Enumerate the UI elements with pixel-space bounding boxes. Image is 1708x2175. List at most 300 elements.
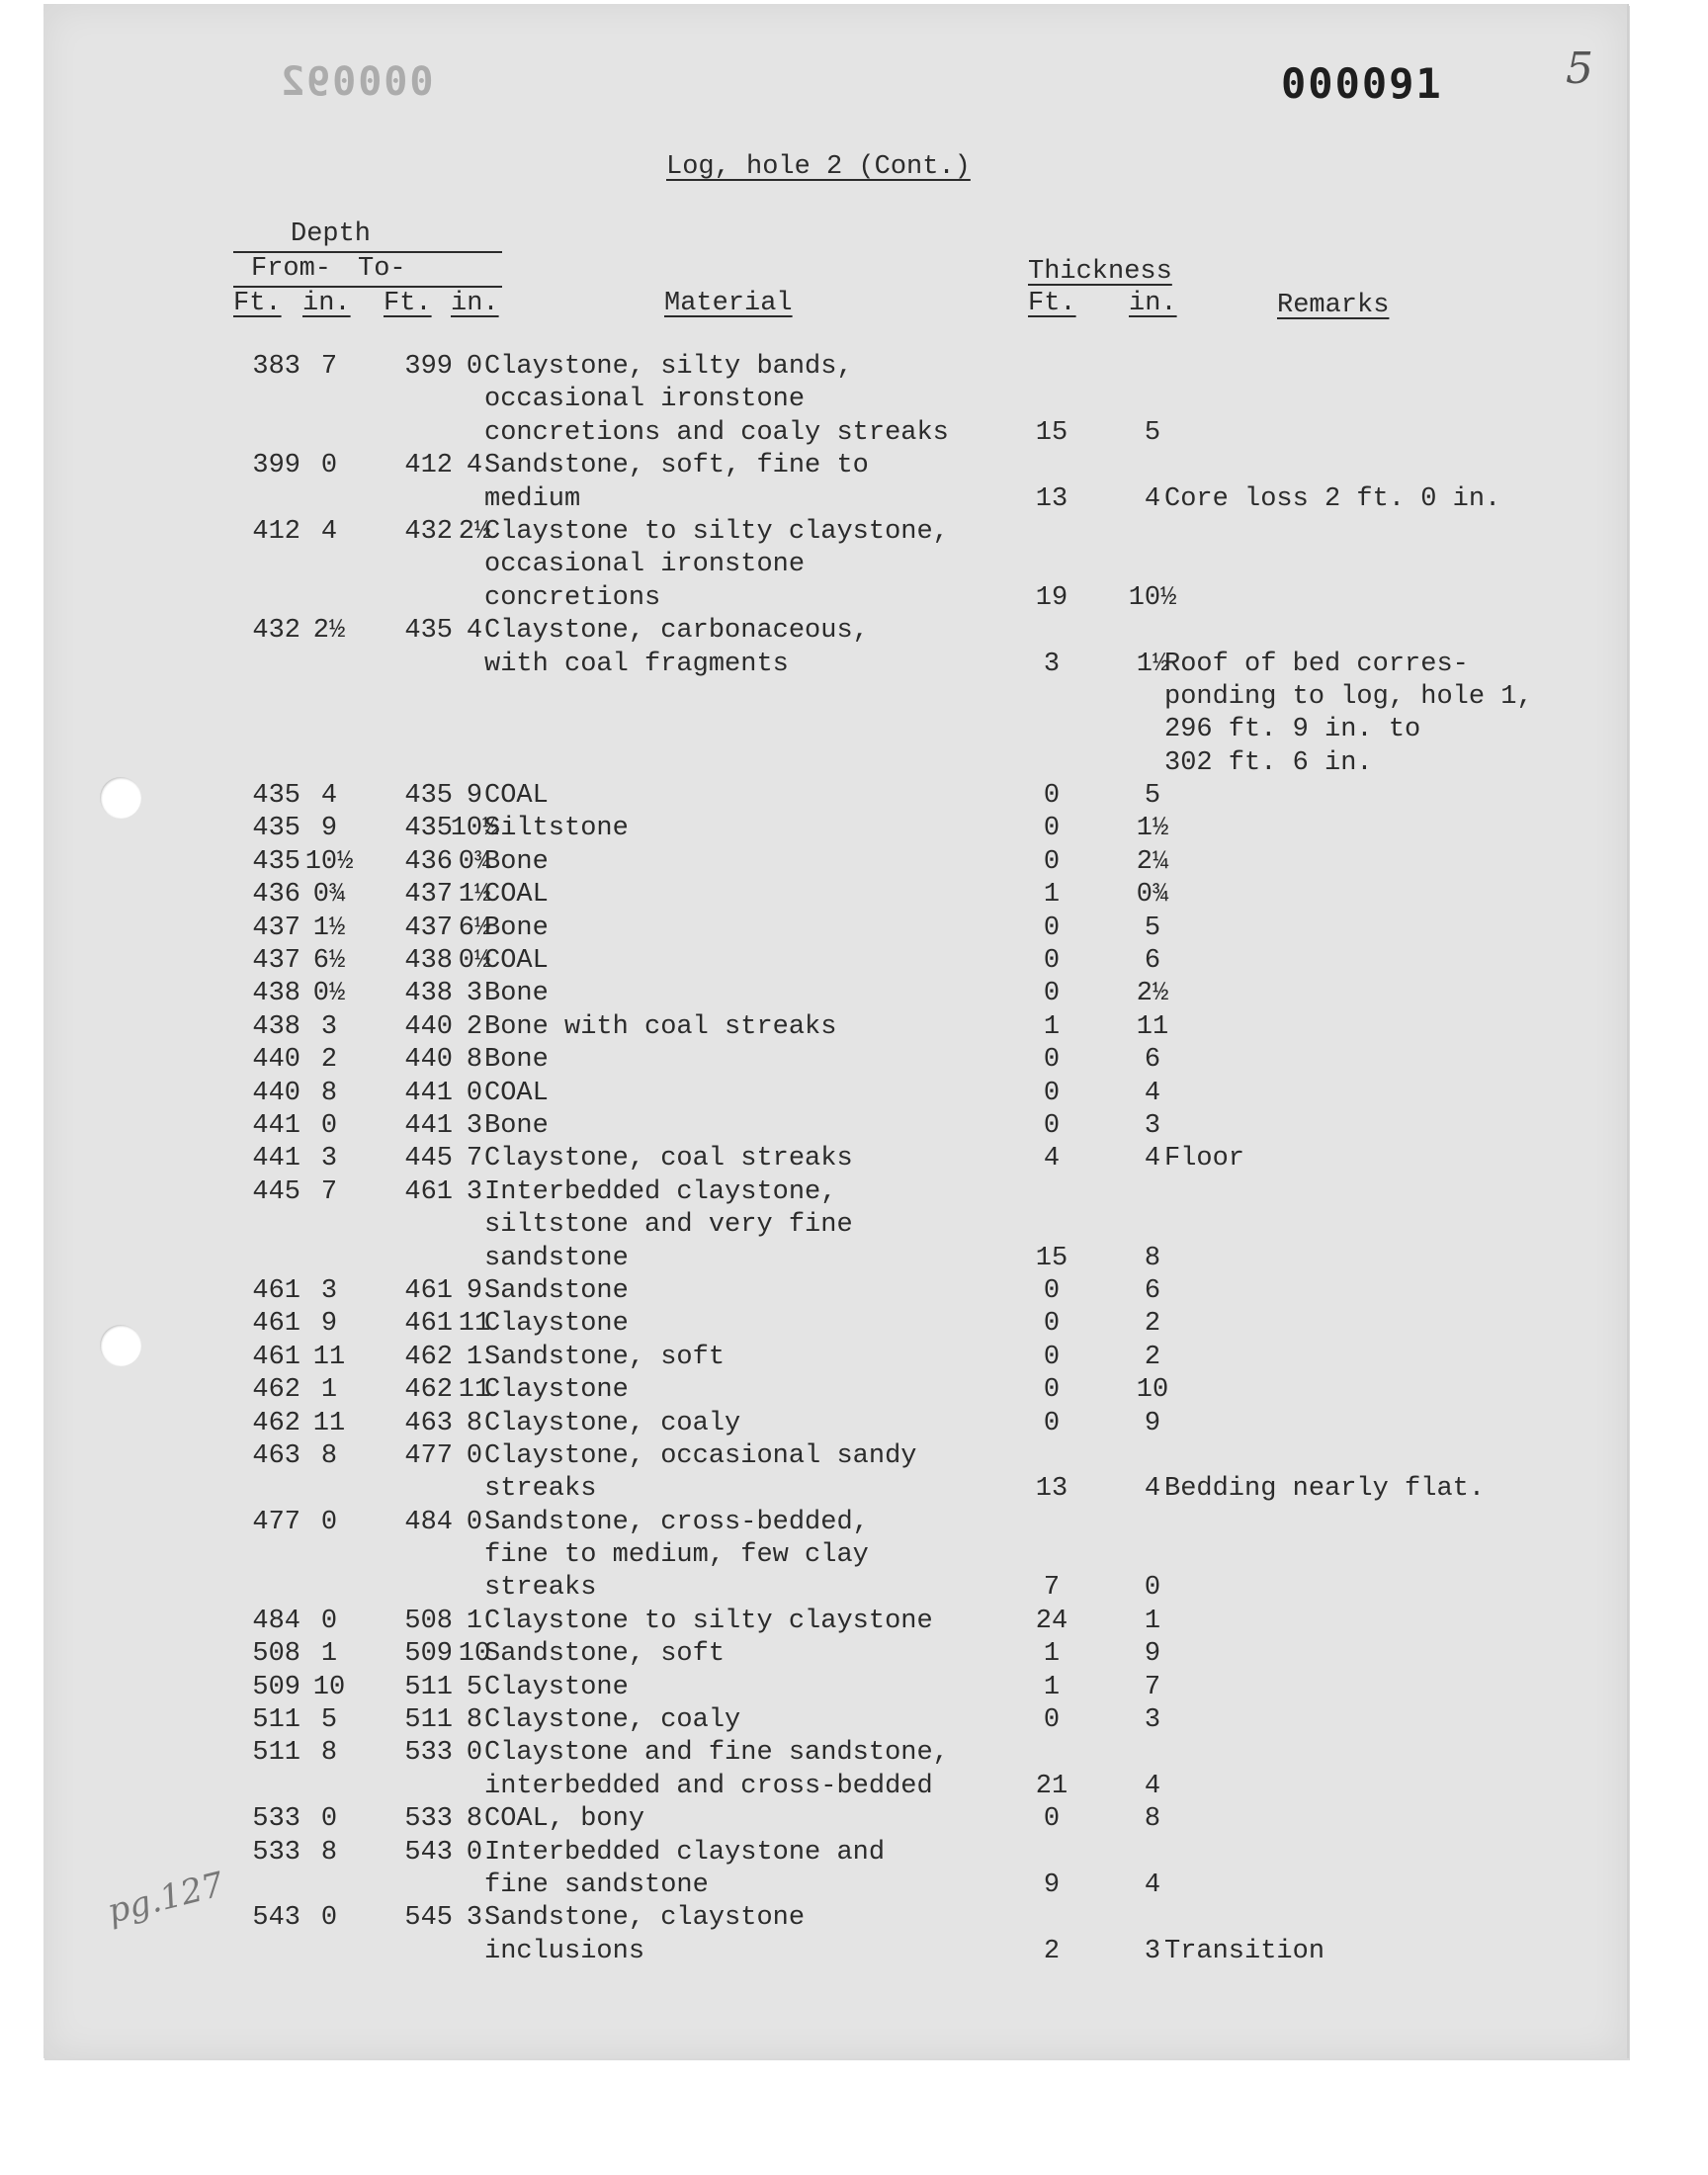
to-in-cell: 11 [458, 1309, 491, 1340]
from-in-cell: 9 [320, 814, 338, 844]
thickness-ft-cell: 0 [1043, 1408, 1061, 1438]
to-in-cell: 3 [466, 979, 483, 1009]
table-row [43, 1244, 1627, 1276]
header-material: Material [664, 289, 793, 318]
thickness-ft-cell: 1 [1043, 1011, 1061, 1042]
from-ft-cell: 437 [252, 946, 300, 977]
to-in-cell: 7 [466, 1144, 483, 1174]
remarks-cell: 302 ft. 6 in. [1164, 747, 1373, 778]
table-row [43, 1111, 1627, 1144]
material-cell: Bone [484, 913, 549, 943]
table-row [43, 1309, 1627, 1342]
thickness-ft-cell: 9 [1043, 1870, 1061, 1900]
from-ft-cell: 435 [252, 814, 300, 844]
thickness-in-cell: 10 [1136, 1375, 1169, 1406]
material-cell: Sandstone, soft [484, 1639, 726, 1670]
from-ft-cell: 461 [252, 1309, 300, 1340]
thickness-in-cell: 1 [1144, 1606, 1161, 1636]
to-in-cell: 5 [466, 1672, 483, 1702]
thickness-in-cell: 2¼ [1136, 846, 1169, 877]
material-cell: Claystone to silty claystone, [484, 516, 949, 547]
thickness-ft-cell: 19 [1035, 582, 1068, 613]
thickness-ft-cell: 15 [1035, 1243, 1068, 1273]
from-ft-cell: 437 [252, 913, 300, 943]
from-ft-cell: 438 [252, 1011, 300, 1042]
table-row [43, 484, 1627, 517]
to-in-cell: 1 [466, 1606, 483, 1636]
thickness-in-cell: 1½ [1136, 649, 1169, 679]
from-ft-cell: 441 [252, 1144, 300, 1174]
table-row [43, 1079, 1627, 1111]
to-ft-cell: 545 [404, 1903, 453, 1934]
thickness-in-cell: 4 [1144, 1144, 1161, 1174]
thickness-in-cell: 3 [1144, 1705, 1161, 1736]
thickness-in-cell: 11 [1136, 1011, 1169, 1042]
thickness-in-cell: 4 [1144, 1078, 1161, 1108]
log-table [43, 352, 1627, 1969]
to-ft-cell: 435 [404, 814, 453, 844]
header-from-ft: Ft. [233, 289, 282, 318]
table-row [43, 946, 1627, 979]
thickness-ft-cell: 0 [1043, 1309, 1061, 1340]
header-rule [233, 286, 502, 288]
from-in-cell: 0½ [312, 979, 346, 1009]
to-in-cell: 0 [466, 1440, 483, 1471]
header-to-in: in. [451, 289, 499, 318]
table-row [43, 550, 1627, 582]
thickness-in-cell: 10½ [1128, 582, 1177, 613]
to-in-cell: 8 [466, 1804, 483, 1835]
material-cell: siltstone and very fine [484, 1210, 853, 1241]
thickness-ft-cell: 0 [1043, 979, 1061, 1009]
from-ft-cell: 412 [252, 516, 300, 547]
thickness-ft-cell: 13 [1035, 1474, 1068, 1505]
remarks-cell: Transition [1164, 1936, 1325, 1966]
table-row [43, 385, 1627, 417]
thickness-ft-cell: 4 [1043, 1144, 1061, 1174]
header-thickness: Thickness [1028, 257, 1172, 287]
to-in-cell: 0 [466, 1738, 483, 1769]
header-from-in: in. [302, 289, 351, 318]
remarks-cell: Bedding nearly flat. [1164, 1474, 1486, 1505]
table-row [43, 1276, 1627, 1309]
thickness-in-cell: 9 [1144, 1408, 1161, 1438]
to-in-cell: 0½ [458, 946, 491, 977]
thickness-in-cell: 6 [1144, 1045, 1161, 1076]
material-cell: Claystone [484, 1672, 629, 1702]
to-in-cell: 9 [466, 1275, 483, 1306]
to-in-cell: 11 [458, 1375, 491, 1406]
table-row [43, 418, 1627, 451]
to-in-cell: 1 [466, 1342, 483, 1372]
material-cell: Claystone, silty bands, [484, 352, 853, 382]
from-in-cell: 11 [312, 1408, 346, 1438]
material-cell: Sandstone, claystone [484, 1903, 806, 1934]
thickness-ft-cell: 1 [1043, 880, 1061, 911]
table-row [43, 1210, 1627, 1243]
material-cell: Bone [484, 1045, 549, 1076]
material-cell: with coal fragments [484, 649, 789, 679]
thickness-in-cell: 5 [1144, 781, 1161, 812]
from-in-cell: 3 [320, 1275, 338, 1306]
header-depth: Depth [291, 219, 372, 249]
from-in-cell: 8 [320, 1440, 338, 1471]
to-ft-cell: 438 [404, 979, 453, 1009]
from-ft-cell: 435 [252, 846, 300, 877]
to-in-cell: 3 [466, 1176, 483, 1207]
to-ft-cell: 441 [404, 1078, 453, 1108]
to-in-cell: 8 [466, 1408, 483, 1438]
table-row [43, 1409, 1627, 1441]
to-in-cell: 10½ [450, 814, 499, 844]
from-ft-cell: 462 [252, 1408, 300, 1438]
thickness-ft-cell: 0 [1043, 1342, 1061, 1372]
to-ft-cell: 543 [404, 1837, 453, 1868]
from-ft-cell: 462 [252, 1375, 300, 1406]
from-ft-cell: 445 [252, 1176, 300, 1207]
remarks-cell: Floor [1164, 1144, 1245, 1174]
from-ft-cell: 432 [252, 616, 300, 647]
table-row [43, 1441, 1627, 1474]
material-cell: COAL, bony [484, 1804, 645, 1835]
table-row [43, 1804, 1627, 1837]
from-ft-cell: 436 [252, 880, 300, 911]
to-in-cell: 2½ [458, 516, 491, 547]
from-in-cell: 3 [320, 1011, 338, 1042]
from-in-cell: 0 [320, 451, 338, 481]
from-in-cell: 7 [320, 1176, 338, 1207]
from-ft-cell: 438 [252, 979, 300, 1009]
thickness-in-cell: 3 [1144, 1936, 1161, 1966]
material-cell: COAL [484, 781, 549, 812]
table-row [43, 748, 1627, 781]
table-row [43, 814, 1627, 846]
thickness-in-cell: 6 [1144, 946, 1161, 977]
header-thickness-ft: Ft. [1028, 289, 1076, 318]
to-in-cell: 0 [466, 1078, 483, 1108]
material-cell: Sandstone [484, 1275, 629, 1306]
to-in-cell: 2 [466, 1011, 483, 1042]
to-ft-cell: 461 [404, 1309, 453, 1340]
from-ft-cell: 383 [252, 352, 300, 382]
thickness-in-cell: 4 [1144, 1771, 1161, 1801]
table-row [43, 847, 1627, 880]
from-in-cell: 8 [320, 1738, 338, 1769]
page-number-mark: 5 [1566, 44, 1593, 94]
from-in-cell: 9 [320, 1309, 338, 1340]
from-in-cell: 4 [320, 781, 338, 812]
thickness-in-cell: 5 [1144, 913, 1161, 943]
to-in-cell: 9 [466, 781, 483, 812]
thickness-in-cell: 3 [1144, 1110, 1161, 1141]
material-cell: Interbedded claystone and [484, 1837, 886, 1868]
from-ft-cell: 509 [252, 1672, 300, 1702]
table-row [43, 1474, 1627, 1507]
thickness-ft-cell: 24 [1035, 1606, 1068, 1636]
thickness-ft-cell: 0 [1043, 946, 1061, 977]
material-cell: Bone [484, 846, 549, 877]
table-row [43, 914, 1627, 946]
from-in-cell: 4 [320, 516, 338, 547]
table-row [43, 1903, 1627, 1936]
thickness-ft-cell: 0 [1043, 1705, 1061, 1736]
thickness-ft-cell: 1 [1043, 1672, 1061, 1702]
table-row [43, 616, 1627, 649]
table-row [43, 1540, 1627, 1573]
material-cell: Sandstone, soft [484, 1342, 726, 1372]
to-ft-cell: 511 [404, 1705, 453, 1736]
thickness-ft-cell: 0 [1043, 913, 1061, 943]
to-in-cell: 10 [458, 1639, 491, 1670]
to-ft-cell: 533 [404, 1804, 453, 1835]
from-in-cell: 7 [320, 352, 338, 382]
material-cell: concretions [484, 582, 661, 613]
table-row [43, 1012, 1627, 1045]
header-thickness-in: in. [1129, 289, 1177, 318]
to-ft-cell: 437 [404, 880, 453, 911]
thickness-ft-cell: 0 [1043, 1110, 1061, 1141]
thickness-ft-cell: 0 [1043, 1804, 1061, 1835]
material-cell: inclusions [484, 1936, 645, 1966]
thickness-ft-cell: 0 [1043, 814, 1061, 844]
to-ft-cell: 432 [404, 516, 453, 547]
stamp-number-faded: 000092 [279, 59, 434, 105]
to-ft-cell: 412 [404, 451, 453, 481]
to-in-cell: 0 [466, 1507, 483, 1537]
from-in-cell: 3 [320, 1144, 338, 1174]
material-cell: interbedded and cross-bedded [484, 1771, 933, 1801]
to-ft-cell: 533 [404, 1738, 453, 1769]
from-ft-cell: 441 [252, 1110, 300, 1141]
to-ft-cell: 511 [404, 1672, 453, 1702]
from-in-cell: 8 [320, 1837, 338, 1868]
thickness-ft-cell: 13 [1035, 483, 1068, 514]
to-ft-cell: 462 [404, 1375, 453, 1406]
from-ft-cell: 508 [252, 1639, 300, 1670]
material-cell: Bone with coal streaks [484, 1011, 837, 1042]
material-cell: streaks [484, 1573, 597, 1604]
to-ft-cell: 463 [404, 1408, 453, 1438]
thickness-ft-cell: 0 [1043, 1045, 1061, 1076]
to-in-cell: 8 [466, 1705, 483, 1736]
from-ft-cell: 511 [252, 1705, 300, 1736]
material-cell: occasional ironstone [484, 550, 806, 580]
material-cell: Bone [484, 1110, 549, 1141]
remarks-cell: Roof of bed corres- [1164, 649, 1469, 679]
handwritten-margin-note: pg.127 [103, 1865, 228, 1932]
material-cell: Claystone, carbonaceous, [484, 616, 869, 647]
to-in-cell: 6½ [458, 913, 491, 943]
table-row [43, 1738, 1627, 1771]
to-in-cell: 4 [466, 451, 483, 481]
material-cell: COAL [484, 946, 549, 977]
to-ft-cell: 435 [404, 616, 453, 647]
table-row [43, 1508, 1627, 1540]
table-row [43, 682, 1627, 715]
table-row [43, 1045, 1627, 1078]
thickness-ft-cell: 21 [1035, 1771, 1068, 1801]
material-cell: streaks [484, 1474, 597, 1505]
material-cell: Siltstone [484, 814, 629, 844]
remarks-cell: 296 ft. 9 in. to [1164, 715, 1421, 745]
to-in-cell: 0 [466, 352, 483, 382]
thickness-in-cell: 0 [1144, 1573, 1161, 1604]
material-cell: occasional ironstone [484, 385, 806, 415]
material-cell: Claystone, coaly [484, 1408, 741, 1438]
table-row [43, 650, 1627, 682]
from-in-cell: 0 [320, 1507, 338, 1537]
material-cell: Sandstone, cross-bedded, [484, 1507, 869, 1537]
table-row [43, 1673, 1627, 1705]
from-in-cell: 0 [320, 1110, 338, 1141]
to-ft-cell: 438 [404, 946, 453, 977]
table-row [43, 781, 1627, 814]
from-ft-cell: 484 [252, 1606, 300, 1636]
table-row [43, 1177, 1627, 1210]
material-cell: sandstone [484, 1243, 629, 1273]
to-in-cell: 3 [466, 1110, 483, 1141]
thickness-ft-cell: 1 [1043, 1639, 1061, 1670]
table-row [43, 979, 1627, 1011]
material-cell: Interbedded claystone, [484, 1176, 837, 1207]
from-ft-cell: 461 [252, 1275, 300, 1306]
thickness-ft-cell: 0 [1043, 1275, 1061, 1306]
thickness-ft-cell: 15 [1035, 417, 1068, 448]
thickness-in-cell: 8 [1144, 1243, 1161, 1273]
document-page [43, 4, 1629, 2058]
to-in-cell: 8 [466, 1045, 483, 1076]
material-cell: Claystone, coal streaks [484, 1144, 853, 1174]
table-row [43, 517, 1627, 550]
thickness-in-cell: 5 [1144, 417, 1161, 448]
to-ft-cell: 445 [404, 1144, 453, 1174]
table-row [43, 1639, 1627, 1672]
to-ft-cell: 437 [404, 913, 453, 943]
thickness-in-cell: 7 [1144, 1672, 1161, 1702]
table-row [43, 1870, 1627, 1903]
from-in-cell: 5 [320, 1705, 338, 1736]
from-in-cell: 1½ [312, 913, 346, 943]
thickness-ft-cell: 0 [1043, 1375, 1061, 1406]
thickness-in-cell: 0¾ [1136, 880, 1169, 911]
material-cell: COAL [484, 1078, 549, 1108]
thickness-ft-cell: 0 [1043, 1078, 1061, 1108]
thickness-in-cell: 2 [1144, 1342, 1161, 1372]
page-title: Log, hole 2 (Cont.) [666, 152, 971, 182]
table-row [43, 352, 1627, 385]
thickness-ft-cell: 7 [1043, 1573, 1061, 1604]
material-cell: COAL [484, 880, 549, 911]
to-ft-cell: 462 [404, 1342, 453, 1372]
thickness-in-cell: 8 [1144, 1804, 1161, 1835]
material-cell: Sandstone, soft, fine to [484, 451, 869, 481]
remarks-cell: Core loss 2 ft. 0 in. [1164, 483, 1501, 514]
from-ft-cell: 461 [252, 1342, 300, 1372]
to-ft-cell: 461 [404, 1176, 453, 1207]
from-in-cell: 6½ [312, 946, 346, 977]
to-in-cell: 1½ [458, 880, 491, 911]
thickness-in-cell: 6 [1144, 1275, 1161, 1306]
thickness-in-cell: 4 [1144, 483, 1161, 514]
to-ft-cell: 484 [404, 1507, 453, 1537]
material-cell: concretions and coaly streaks [484, 417, 949, 448]
table-row [43, 1375, 1627, 1408]
to-in-cell: 0¾ [458, 846, 491, 877]
header-to-ft: Ft. [384, 289, 432, 318]
thickness-in-cell: 4 [1144, 1474, 1161, 1505]
table-row [43, 1705, 1627, 1738]
to-in-cell: 3 [466, 1903, 483, 1934]
table-row [43, 451, 1627, 483]
thickness-ft-cell: 2 [1043, 1936, 1061, 1966]
to-ft-cell: 509 [404, 1639, 453, 1670]
thickness-in-cell: 9 [1144, 1639, 1161, 1670]
header-to: To- [358, 254, 406, 284]
material-cell: Claystone, coaly [484, 1705, 741, 1736]
material-cell: medium [484, 483, 581, 514]
from-in-cell: 2 [320, 1045, 338, 1076]
table-row [43, 1838, 1627, 1870]
material-cell: Bone [484, 979, 549, 1009]
table-row [43, 880, 1627, 913]
to-ft-cell: 436 [404, 846, 453, 877]
material-cell: Claystone [484, 1309, 629, 1340]
to-in-cell: 0 [466, 1837, 483, 1868]
table-row [43, 1607, 1627, 1639]
table-row [43, 1573, 1627, 1606]
to-ft-cell: 441 [404, 1110, 453, 1141]
to-ft-cell: 435 [404, 781, 453, 812]
from-ft-cell: 440 [252, 1078, 300, 1108]
thickness-in-cell: 4 [1144, 1870, 1161, 1900]
from-in-cell: 0 [320, 1903, 338, 1934]
thickness-ft-cell: 0 [1043, 846, 1061, 877]
from-in-cell: 1 [320, 1639, 338, 1670]
table-row [43, 1937, 1627, 1969]
from-in-cell: 10½ [304, 846, 354, 877]
from-ft-cell: 399 [252, 451, 300, 481]
to-ft-cell: 477 [404, 1440, 453, 1471]
table-row [43, 1772, 1627, 1804]
from-ft-cell: 440 [252, 1045, 300, 1076]
from-ft-cell: 435 [252, 781, 300, 812]
header-rule [233, 251, 502, 253]
from-ft-cell: 463 [252, 1440, 300, 1471]
material-cell: Claystone and fine sandstone, [484, 1738, 949, 1769]
table-row [43, 1343, 1627, 1375]
remarks-cell: ponding to log, hole 1, [1164, 681, 1533, 712]
from-in-cell: 0¾ [312, 880, 346, 911]
from-ft-cell: 477 [252, 1507, 300, 1537]
to-ft-cell: 461 [404, 1275, 453, 1306]
to-ft-cell: 399 [404, 352, 453, 382]
thickness-ft-cell: 0 [1043, 781, 1061, 812]
to-ft-cell: 508 [404, 1606, 453, 1636]
thickness-ft-cell: 3 [1043, 649, 1061, 679]
from-in-cell: 10 [312, 1672, 346, 1702]
from-in-cell: 1 [320, 1375, 338, 1406]
to-ft-cell: 440 [404, 1045, 453, 1076]
table-row [43, 1144, 1627, 1176]
thickness-in-cell: 2 [1144, 1309, 1161, 1340]
from-in-cell: 11 [312, 1342, 346, 1372]
to-in-cell: 4 [466, 616, 483, 647]
from-ft-cell: 533 [252, 1837, 300, 1868]
from-ft-cell: 543 [252, 1903, 300, 1934]
material-cell: Claystone to silty claystone [484, 1606, 933, 1636]
material-cell: fine to medium, few clay [484, 1540, 869, 1571]
from-in-cell: 0 [320, 1804, 338, 1835]
